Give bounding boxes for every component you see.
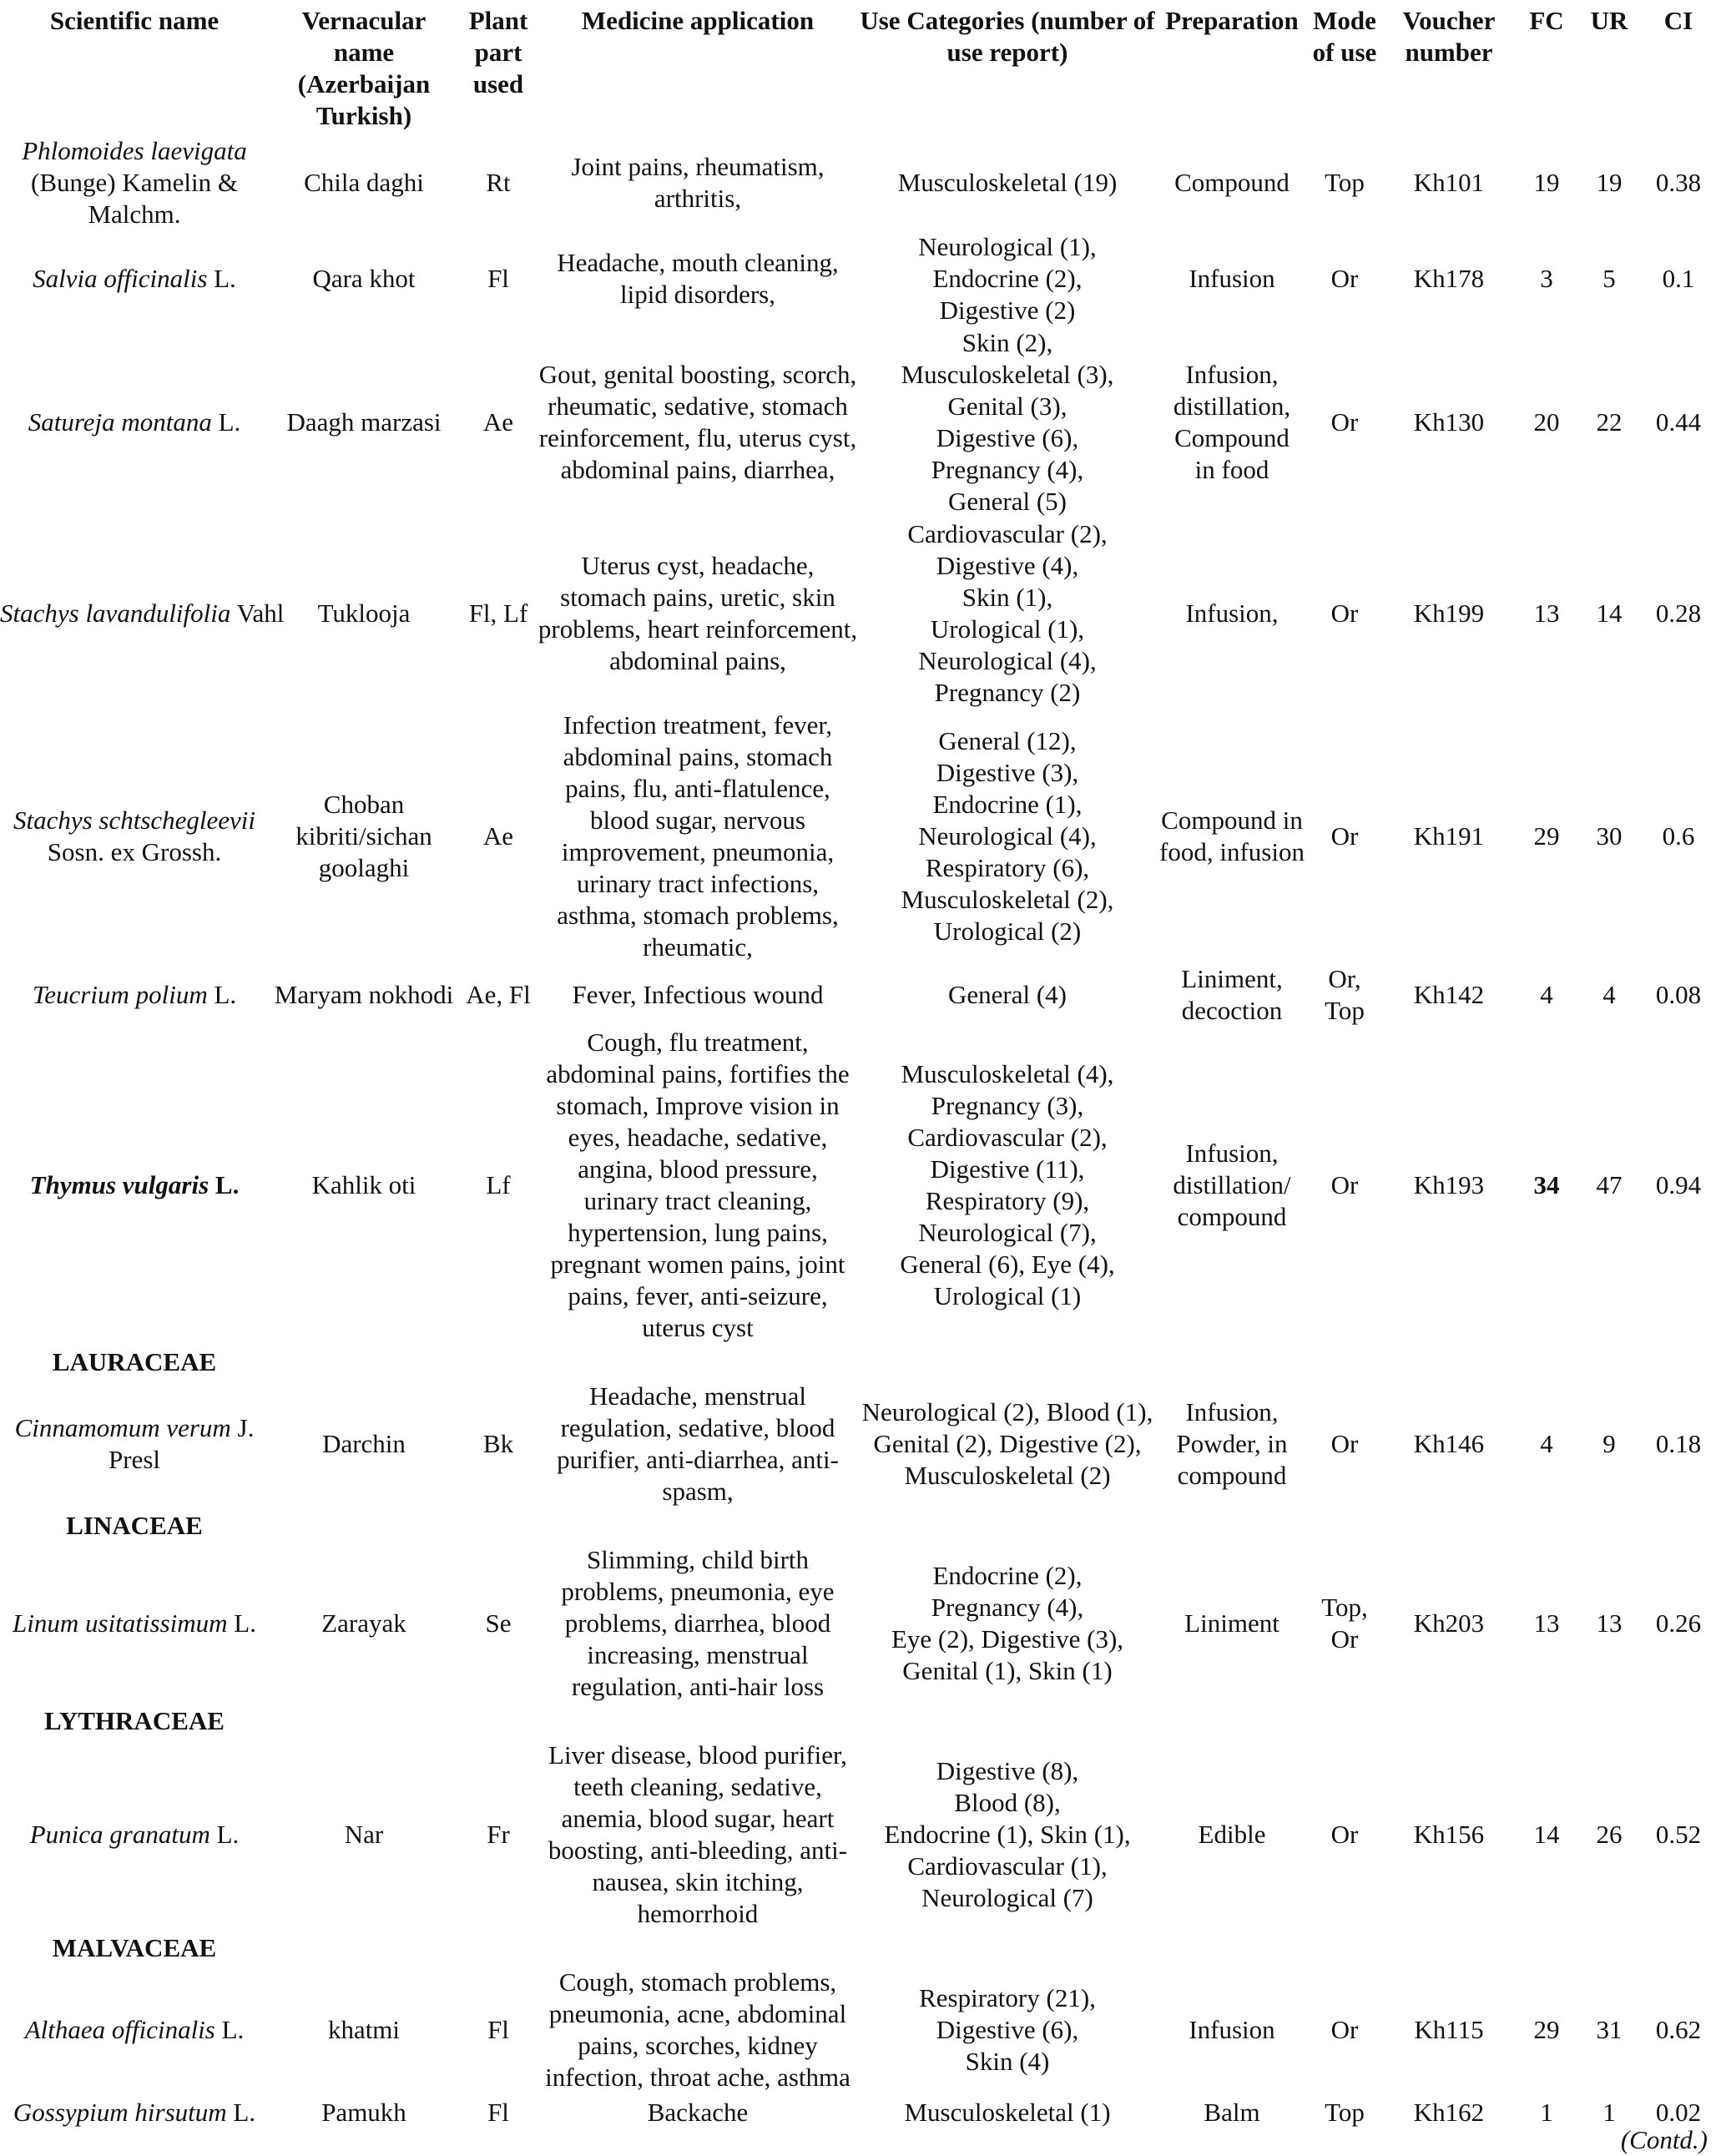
use-categories: Musculoskeletal (4), Pregnancy (3), Cardiovascular (2), Digestive (11), Respiratory (9), Neurological (7), General (6), Eye (4), Urological (1): [900, 1059, 1115, 1310]
voucher-number: Kh162: [1413, 2098, 1485, 2127]
family-name: MALVACEAE: [52, 1933, 217, 1962]
fc-value: 29: [1533, 2015, 1560, 2044]
authority: J. Presl: [109, 1413, 255, 1474]
plant-part: Se: [485, 1608, 512, 1638]
fc-value: 29: [1533, 821, 1560, 851]
vernacular-name: Maryam nokhodi: [274, 980, 454, 1009]
header-voucher-number: Voucher number: [1402, 6, 1496, 67]
plant-part: Fr: [487, 1820, 510, 1849]
vernacular-name: Chila daghi: [304, 168, 424, 197]
fc-value: 19: [1533, 168, 1560, 197]
plant-part: Lf: [486, 1170, 511, 1199]
medicine-application: Headache, mouth cleaning, lipid disorders,: [557, 248, 839, 309]
ur-value: 47: [1596, 1170, 1623, 1199]
scientific-name: [0, 518, 285, 709]
preparation: Liniment: [1184, 1608, 1279, 1638]
voucher-number: Kh142: [1413, 980, 1485, 1009]
use-categories: General (4): [948, 980, 1067, 1009]
header-row: [0, 5, 1716, 135]
use-categories: General (12), Digestive (3), Endocrine (1), Neurological (4), Respiratory (6), Musculoskeletal (2), Urological (2): [901, 726, 1114, 946]
scientific-name: [0, 1381, 269, 1507]
scientific-name: [0, 1544, 269, 1703]
preparation: Balm: [1204, 2098, 1260, 2127]
plant-part: Fl, Lf: [468, 598, 528, 628]
voucher-number: Kh146: [1413, 1429, 1485, 1458]
plant-part: Fl: [487, 2015, 509, 2044]
table-row: [0, 1739, 1716, 1930]
use-categories: Digestive (8), Blood (8), Endocrine (1), Skin (1), Cardiovascular (1), Neurological (7): [884, 1756, 1131, 1912]
authority: L.: [233, 2098, 256, 2127]
use-categories: Endocrine (2), Pregnancy (4), Eye (2), Digestive (3), Genital (1), Skin (1): [891, 1561, 1124, 1685]
scientific-name: [0, 709, 269, 963]
ci-value: 0.08: [1655, 980, 1702, 1009]
use-categories: Cardiovascular (2), Digestive (4), Skin (1), Urological (1), Neurological (4), Pregnancy (2): [907, 519, 1108, 707]
plant-part: Fl: [487, 2098, 509, 2127]
preparation: Infusion,: [1185, 598, 1279, 628]
preparation: Edible: [1198, 1820, 1266, 1849]
fc-value: 14: [1533, 1820, 1560, 1849]
voucher-number: Kh178: [1413, 264, 1485, 293]
table-row: [0, 1027, 1716, 1344]
scientific-name: [0, 1027, 269, 1344]
fc-value: 4: [1540, 1429, 1553, 1458]
plant-part: Ae: [482, 821, 514, 851]
ci-value: 0.62: [1655, 2015, 1702, 2044]
ur-value: 9: [1602, 1429, 1616, 1458]
vernacular-name: Nar: [344, 1820, 384, 1849]
ur-value: 30: [1596, 821, 1623, 851]
preparation: Infusion, Powder, in compound: [1176, 1397, 1288, 1490]
plant-part: Fl: [487, 264, 509, 293]
preparation: Liniment, decoction: [1181, 964, 1283, 1025]
scientific-name: [0, 2093, 269, 2132]
authority: L.: [214, 1170, 240, 1199]
header-fc: FC: [1529, 6, 1564, 35]
family-row: [0, 1930, 1716, 1967]
ur-value: 19: [1596, 168, 1623, 197]
genus-species: Thymus vulgaris: [29, 1170, 209, 1199]
authority: L.: [218, 407, 241, 437]
family-row-spacer: [269, 1344, 1716, 1381]
table-row: [0, 518, 1716, 709]
scientific-name: [0, 135, 269, 230]
mode-of-use: Or: [1330, 1429, 1359, 1458]
ur-value: 31: [1596, 2015, 1623, 2044]
genus-species: Salvia officinalis: [33, 264, 208, 293]
authority: L.: [234, 1608, 256, 1638]
fc-value: 4: [1540, 980, 1553, 1009]
family-row: [0, 1507, 1716, 1544]
family-name: LINACEAE: [66, 1511, 203, 1540]
ci-value: 0.26: [1655, 1608, 1702, 1638]
medicine-application: Cough, flu treatment, abdominal pains, fortifies the stomach, Improve vision in eyes, headache, sedative, angina, blood pressure, urinary tract cleaning, hypertension, lung pains, pregnant women pains, joint pains, fever, anti-seizure, uterus cyst: [546, 1028, 850, 1342]
medicine-application: Liver disease, blood purifier, teeth cleaning, sedative, anemia, blood sugar, heart boosting, anti-bleeding, anti-nausea, skin itching, hemorrhoid: [548, 1740, 848, 1928]
fc-value: 3: [1540, 264, 1553, 293]
vernacular-name: Pamukh: [321, 2098, 406, 2127]
voucher-number: Kh199: [1413, 598, 1485, 628]
genus-species: Punica granatum: [29, 1820, 210, 1849]
medicine-application: Cough, stomach problems, pneumonia, acne, abdominal pains, scorches, kidney infection, throat ache, asthma: [545, 1967, 850, 2092]
genus-species: Stachys schtschegleevii: [13, 805, 256, 835]
header-mode-of-use: Mode of use: [1312, 6, 1377, 67]
authority: Sosn. ex Grossh.: [47, 837, 222, 866]
scientific-name: [0, 327, 269, 518]
ur-value: 5: [1602, 264, 1616, 293]
table-row: [0, 1544, 1716, 1703]
continued-note: (Contd.): [1620, 2125, 1708, 2154]
vernacular-name: khatmi: [327, 2015, 401, 2044]
ur-value: 22: [1596, 407, 1623, 437]
vernacular-name: Qara khot: [312, 264, 416, 293]
family-row: [0, 1344, 1716, 1381]
preparation: Compound in food, infusion: [1159, 805, 1305, 866]
mode-of-use: Or: [1330, 821, 1359, 851]
medicine-application: Infection treatment, fever, abdominal pains, stomach pains, flu, anti-flatulence, blood sugar, nervous improvement, pneumonia, urinary tract infections, asthma, stomach problems, rheumatic,: [557, 710, 839, 962]
authority: L.: [214, 980, 237, 1009]
voucher-number: Kh203: [1413, 1608, 1485, 1638]
table-row: [0, 1381, 1716, 1507]
use-categories: Neurological (1), Endocrine (2), Digestive (2): [918, 232, 1097, 325]
fc-value: 13: [1533, 1608, 1560, 1638]
mode-of-use: Top: [1325, 168, 1365, 197]
fc-value: 20: [1533, 407, 1560, 437]
vernacular-name: Daagh marzasi: [286, 407, 442, 437]
ci-value: 0.38: [1655, 168, 1702, 197]
scientific-name: [0, 963, 269, 1027]
genus-species: Linum usitatissimum: [13, 1608, 228, 1638]
authority: L.: [221, 2015, 245, 2044]
genus-species: Gossypium hirsutum: [13, 2098, 227, 2127]
medicine-application: Joint pains, rheumatism, arthritis,: [571, 152, 825, 213]
voucher-number: Kh101: [1413, 168, 1485, 197]
mode-of-use: Top, Or: [1321, 1593, 1368, 1654]
medicine-application: Headache, menstrual regulation, sedative, blood purifier, anti-diarrhea, anti-spasm,: [557, 1381, 839, 1506]
authority: (Bunge) Kamelin & Malchm.: [31, 168, 238, 229]
mode-of-use: Or: [1330, 598, 1359, 628]
genus-species: Althaea officinalis: [24, 2015, 215, 2044]
ci-value: 0.18: [1655, 1429, 1702, 1458]
plant-part: Rt: [486, 168, 511, 197]
scientific-name: [0, 1739, 269, 1930]
ci-value: 0.1: [1662, 264, 1695, 293]
table-row: [0, 963, 1716, 1027]
vernacular-name: Tuklooja: [317, 598, 411, 628]
vernacular-name: Kahlik oti: [311, 1170, 416, 1199]
voucher-number: Kh193: [1413, 1170, 1485, 1199]
ci-value: 0.28: [1655, 598, 1702, 628]
mode-of-use: Or: [1330, 1820, 1359, 1849]
genus-species: Stachys lavandulifolia: [0, 598, 231, 628]
family-row-spacer: [269, 1703, 1716, 1739]
ur-value: 14: [1596, 598, 1623, 628]
table-row: [0, 709, 1716, 963]
header-scientific-name: Scientific name: [49, 6, 220, 35]
ci-value: 0.44: [1655, 407, 1702, 437]
genus-species: Phlomoides laevigata: [22, 136, 247, 165]
plant-part: Bk: [482, 1429, 514, 1458]
ethnobotany-table: [0, 5, 1716, 2132]
authority: L.: [214, 264, 236, 293]
medicine-application: Slimming, child birth problems, pneumonia, eye problems, diarrhea, blood increasing, menstrual regulation, anti-hair loss: [561, 1545, 835, 1701]
table-row: [0, 2093, 1716, 2132]
ur-value: 1: [1602, 2098, 1616, 2127]
preparation: Compound: [1174, 168, 1290, 197]
use-categories: Musculoskeletal (1): [904, 2098, 1111, 2127]
authority: Vahl: [236, 598, 285, 628]
preparation: Infusion: [1189, 2015, 1275, 2044]
fc-value: 13: [1533, 598, 1560, 628]
medicine-application: Backache: [647, 2098, 749, 2127]
voucher-number: Kh115: [1414, 2015, 1484, 2044]
ci-value: 0.02: [1655, 2098, 1702, 2127]
fc-value: 1: [1540, 2098, 1553, 2127]
genus-species: Satureja montana: [28, 407, 212, 437]
ur-value: 26: [1596, 1820, 1623, 1849]
mode-of-use: Top: [1325, 2098, 1365, 2127]
medicine-application: Gout, genital boosting, scorch, rheumatic, sedative, stomach reinforcement, flu, uterus cyst, abdominal pains, diarrhea,: [538, 360, 857, 484]
voucher-number: Kh156: [1413, 1820, 1485, 1849]
header-preparation: Preparation: [1165, 6, 1299, 35]
header-medicine-application: Medicine application: [581, 6, 815, 35]
medicine-application: Uterus cyst, headache, stomach pains, uretic, skin problems, heart reinforcement, abdominal pains,: [538, 551, 858, 675]
plant-part: Ae: [482, 407, 514, 437]
table-body: [0, 135, 1716, 2132]
plant-part: Ae, Fl: [466, 980, 531, 1009]
table-row: [0, 230, 1716, 327]
use-categories: Skin (2), Musculoskeletal (3), Genital (3), Digestive (6), Pregnancy (4), General (5): [901, 328, 1114, 516]
mode-of-use: Or: [1330, 1170, 1359, 1199]
ur-value: 4: [1602, 980, 1616, 1009]
header-ci: CI: [1663, 6, 1693, 35]
mode-of-use: Or: [1330, 2015, 1359, 2044]
medicine-application: Fever, Infectious wound: [572, 980, 824, 1009]
table-row: [0, 1967, 1716, 2093]
ci-value: 0.52: [1655, 1820, 1702, 1849]
voucher-number: Kh191: [1413, 821, 1485, 851]
header-vernacular-name: Vernacular name (Azerbaijan Turkish): [297, 6, 431, 130]
vernacular-name: Zarayak: [321, 1608, 406, 1638]
authority: L.: [216, 1820, 240, 1849]
table-row: [0, 327, 1716, 518]
genus-species: Teucrium polium: [32, 980, 208, 1009]
voucher-number: Kh130: [1413, 407, 1485, 437]
mode-of-use: Or: [1330, 407, 1359, 437]
ur-value: 13: [1596, 1608, 1623, 1638]
family-name: LYTHRACEAE: [44, 1706, 225, 1735]
use-categories: Respiratory (21), Digestive (6), Skin (4): [919, 1983, 1096, 2076]
preparation: Infusion, distillation, Compound in food: [1173, 360, 1291, 484]
family-row-spacer: [269, 1930, 1716, 1967]
vernacular-name: Darchin: [322, 1429, 406, 1458]
vernacular-name: Choban kibriti/sichan goolaghi: [295, 790, 432, 882]
mode-of-use: Or: [1330, 264, 1359, 293]
family-name: LAURACEAE: [52, 1347, 217, 1376]
preparation: Infusion: [1189, 264, 1275, 293]
scientific-name: [0, 1967, 269, 2093]
ci-value: 0.6: [1662, 821, 1695, 851]
scientific-name: [0, 230, 269, 327]
use-categories: Musculoskeletal (19): [897, 168, 1118, 197]
header-use-categories: Use Categories (number of use report): [860, 6, 1155, 67]
table-row: [0, 135, 1716, 230]
family-row-spacer: [269, 1507, 1716, 1544]
header-plant-part: Plant part used: [468, 6, 528, 98]
family-row: [0, 1703, 1716, 1739]
preparation: Infusion, distillation/ compound: [1173, 1139, 1291, 1231]
mode-of-use: Or, Top: [1325, 964, 1365, 1025]
genus-species: Cinnamomum verum: [14, 1413, 231, 1442]
use-categories: Neurological (2), Blood (1), Genital (2), Digestive (2), Musculoskeletal (2): [861, 1397, 1153, 1490]
header-ur: UR: [1590, 6, 1628, 35]
fc-value: 34: [1533, 1170, 1560, 1199]
ci-value: 0.94: [1655, 1170, 1702, 1199]
